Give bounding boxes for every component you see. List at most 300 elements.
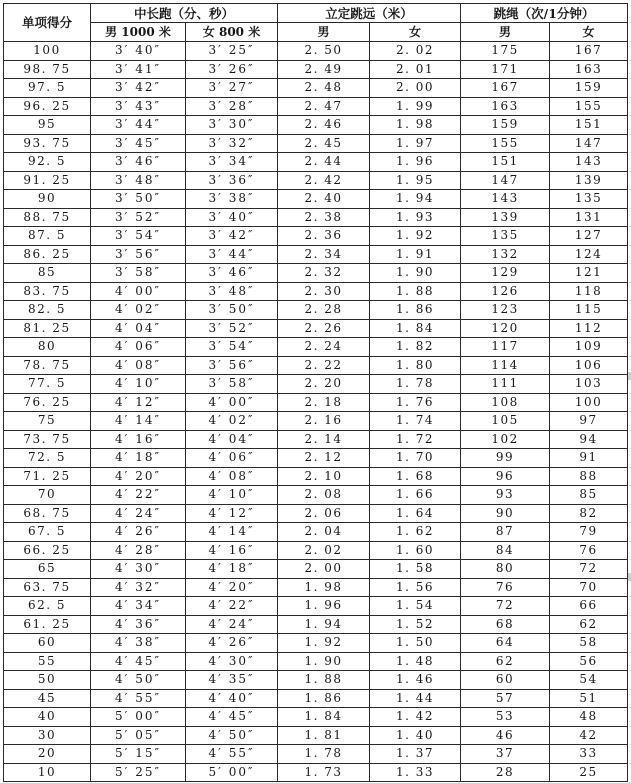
cell-rope-female: 56 (550, 652, 628, 671)
cell-run-male: 5′ 15″ (91, 745, 186, 764)
cell-run-male: 4′ 34″ (91, 597, 186, 616)
cell-score: 82. 5 (4, 301, 91, 320)
table-row (4, 634, 628, 653)
cell-run-female: 4′ 16″ (186, 541, 278, 560)
cell-score: 55 (4, 652, 91, 671)
cell-rope-female: 112 (550, 319, 628, 338)
cell-run-male: 3′ 58″ (91, 264, 186, 283)
cell-run-female: 4′ 14″ (186, 523, 278, 542)
cell-run-female: 3′ 27″ (186, 79, 278, 98)
cell-score: 20 (4, 745, 91, 764)
cell-jump-male: 2. 20 (278, 375, 370, 394)
cell-score: 98. 75 (4, 60, 91, 79)
table-row (4, 319, 628, 338)
table-row (4, 208, 628, 227)
cell-run-male: 3′ 44″ (91, 116, 186, 135)
cell-rope-female: 109 (550, 338, 628, 357)
cell-jump-male: 2. 18 (278, 393, 370, 412)
cell-run-female: 3′ 52″ (186, 319, 278, 338)
cell-run-female: 4′ 18″ (186, 560, 278, 579)
cell-rope-male: 87 (461, 523, 550, 542)
cell-jump-female: 2. 01 (370, 60, 461, 79)
table-row (4, 79, 628, 98)
cell-rope-male: 57 (461, 689, 550, 708)
cell-jump-male: 2. 12 (278, 449, 370, 468)
table-row (4, 763, 628, 782)
cell-jump-female: 1. 98 (370, 116, 461, 135)
cell-run-male: 4′ 22″ (91, 486, 186, 505)
cell-jump-female: 1. 66 (370, 486, 461, 505)
cell-jump-female: 1. 56 (370, 578, 461, 597)
header-run: 中长跑（分、秒） (91, 4, 278, 23)
cell-rope-female: 131 (550, 208, 628, 227)
cell-jump-male: 1. 98 (278, 578, 370, 597)
cell-jump-male: 2. 48 (278, 79, 370, 98)
cell-rope-female: 103 (550, 375, 628, 394)
cell-run-male: 4′ 02″ (91, 301, 186, 320)
cell-rope-male: 143 (461, 190, 550, 209)
cell-jump-male: 1. 78 (278, 745, 370, 764)
cell-run-female: 4′ 35″ (186, 671, 278, 690)
cell-score: 67. 5 (4, 523, 91, 542)
cell-rope-female: 124 (550, 245, 628, 264)
cell-jump-female: 1. 99 (370, 97, 461, 116)
cell-rope-female: 33 (550, 745, 628, 764)
table-row (4, 153, 628, 172)
cell-run-male: 3′ 43″ (91, 97, 186, 116)
cell-rope-female: 72 (550, 560, 628, 579)
cell-run-female: 3′ 25″ (186, 42, 278, 61)
cell-score: 61. 25 (4, 615, 91, 634)
table-row (4, 652, 628, 671)
table-row (4, 430, 628, 449)
cell-run-female: 3′ 26″ (186, 60, 278, 79)
cell-jump-male: 2. 49 (278, 60, 370, 79)
cell-rope-male: 37 (461, 745, 550, 764)
cell-jump-male: 1. 88 (278, 671, 370, 690)
cell-run-female: 3′ 30″ (186, 116, 278, 135)
cell-rope-male: 108 (461, 393, 550, 412)
cell-run-male: 4′ 45″ (91, 652, 186, 671)
cell-run-female: 3′ 32″ (186, 134, 278, 153)
cell-score: 92. 5 (4, 153, 91, 172)
cell-rope-male: 99 (461, 449, 550, 468)
cell-score: 90 (4, 190, 91, 209)
cell-rope-female: 88 (550, 467, 628, 486)
table-row (4, 301, 628, 320)
cell-run-male: 3′ 45″ (91, 134, 186, 153)
cell-jump-female: 1. 58 (370, 560, 461, 579)
cell-run-female: 4′ 12″ (186, 504, 278, 523)
cell-rope-female: 54 (550, 671, 628, 690)
cell-score: 50 (4, 671, 91, 690)
score-table-body (4, 42, 628, 782)
header-jump-female: 女 (370, 23, 461, 42)
cell-score: 81. 25 (4, 319, 91, 338)
cell-jump-female: 1. 97 (370, 134, 461, 153)
table-row (4, 60, 628, 79)
cell-score: 71. 25 (4, 467, 91, 486)
table-row (4, 393, 628, 412)
cell-rope-female: 118 (550, 282, 628, 301)
cell-rope-male: 159 (461, 116, 550, 135)
cell-rope-male: 46 (461, 726, 550, 745)
cell-score: 83. 75 (4, 282, 91, 301)
cell-run-male: 3′ 40″ (91, 42, 186, 61)
table-row (4, 726, 628, 745)
cell-run-female: 4′ 45″ (186, 708, 278, 727)
cell-run-male: 4′ 18″ (91, 449, 186, 468)
cell-run-male: 3′ 50″ (91, 190, 186, 209)
table-row (4, 227, 628, 246)
cell-rope-female: 82 (550, 504, 628, 523)
cell-run-female: 3′ 50″ (186, 301, 278, 320)
cell-rope-female: 139 (550, 171, 628, 190)
header-jump: 立定跳远（米） (278, 4, 461, 23)
table-row (4, 116, 628, 135)
cell-rope-male: 114 (461, 356, 550, 375)
cell-run-female: 5′ 00″ (186, 763, 278, 782)
cell-jump-female: 1. 48 (370, 652, 461, 671)
table-row (4, 356, 628, 375)
cell-jump-female: 1. 76 (370, 393, 461, 412)
table-row (4, 171, 628, 190)
cell-jump-female: 1. 54 (370, 597, 461, 616)
cell-rope-male: 155 (461, 134, 550, 153)
cell-score: 63. 75 (4, 578, 91, 597)
table-row (4, 504, 628, 523)
table-row (4, 449, 628, 468)
cell-run-male: 3′ 41″ (91, 60, 186, 79)
cell-rope-female: 58 (550, 634, 628, 653)
cell-score: 85 (4, 264, 91, 283)
cell-run-male: 3′ 52″ (91, 208, 186, 227)
table-row (4, 523, 628, 542)
table-row (4, 264, 628, 283)
cell-jump-male: 2. 10 (278, 467, 370, 486)
cell-score: 40 (4, 708, 91, 727)
cell-run-male: 4′ 50″ (91, 671, 186, 690)
header-score: 单项得分 (4, 4, 91, 42)
table-row (4, 338, 628, 357)
cell-rope-female: 91 (550, 449, 628, 468)
cell-rope-female: 76 (550, 541, 628, 560)
cell-jump-male: 1. 92 (278, 634, 370, 653)
cell-rope-male: 132 (461, 245, 550, 264)
cell-rope-female: 97 (550, 412, 628, 431)
header-run-female: 女 800 米 (186, 23, 278, 42)
cell-run-male: 4′ 08″ (91, 356, 186, 375)
cell-score: 10 (4, 763, 91, 782)
table-row (4, 745, 628, 764)
cell-jump-male: 2. 28 (278, 301, 370, 320)
cell-rope-female: 94 (550, 430, 628, 449)
cell-jump-male: 2. 44 (278, 153, 370, 172)
cell-jump-male: 2. 16 (278, 412, 370, 431)
cell-run-female: 4′ 30″ (186, 652, 278, 671)
cell-jump-female: 1. 42 (370, 708, 461, 727)
cell-jump-male: 2. 02 (278, 541, 370, 560)
header-run-male: 男 1000 米 (91, 23, 186, 42)
cell-run-female: 4′ 22″ (186, 597, 278, 616)
cell-rope-male: 84 (461, 541, 550, 560)
cell-run-male: 3′ 42″ (91, 79, 186, 98)
cell-jump-female: 1. 96 (370, 153, 461, 172)
cell-rope-female: 155 (550, 97, 628, 116)
cell-rope-male: 129 (461, 264, 550, 283)
cell-run-female: 3′ 36″ (186, 171, 278, 190)
cell-jump-male: 2. 08 (278, 486, 370, 505)
score-standard-table (3, 3, 628, 782)
cell-run-male: 5′ 25″ (91, 763, 186, 782)
cell-run-male: 3′ 54″ (91, 227, 186, 246)
table-row (4, 597, 628, 616)
cell-rope-male: 96 (461, 467, 550, 486)
cell-run-male: 4′ 00″ (91, 282, 186, 301)
cell-rope-female: 115 (550, 301, 628, 320)
cell-run-female: 3′ 44″ (186, 245, 278, 264)
table-row (4, 97, 628, 116)
cell-jump-female: 1. 33 (370, 763, 461, 782)
cell-score: 68. 75 (4, 504, 91, 523)
cell-jump-female: 1. 93 (370, 208, 461, 227)
cell-run-female: 4′ 08″ (186, 467, 278, 486)
table-row (4, 486, 628, 505)
cell-jump-female: 1. 82 (370, 338, 461, 357)
cell-run-male: 3′ 46″ (91, 153, 186, 172)
cell-rope-female: 79 (550, 523, 628, 542)
cell-jump-male: 1. 94 (278, 615, 370, 634)
cell-score: 62. 5 (4, 597, 91, 616)
table-row (4, 245, 628, 264)
cell-score: 100 (4, 42, 91, 61)
table-row (4, 134, 628, 153)
cell-jump-male: 2. 50 (278, 42, 370, 61)
cell-rope-male: 171 (461, 60, 550, 79)
cell-score: 45 (4, 689, 91, 708)
cell-rope-male: 93 (461, 486, 550, 505)
cell-run-female: 3′ 42″ (186, 227, 278, 246)
table-row (4, 615, 628, 634)
cell-run-female: 4′ 26″ (186, 634, 278, 653)
cell-rope-male: 60 (461, 671, 550, 690)
cell-score: 73. 75 (4, 430, 91, 449)
cell-rope-male: 135 (461, 227, 550, 246)
cell-run-male: 4′ 04″ (91, 319, 186, 338)
cell-rope-male: 151 (461, 153, 550, 172)
cell-rope-male: 111 (461, 375, 550, 394)
cell-run-female: 3′ 28″ (186, 97, 278, 116)
cell-score: 76. 25 (4, 393, 91, 412)
cell-rope-male: 102 (461, 430, 550, 449)
cell-jump-male: 1. 81 (278, 726, 370, 745)
cell-rope-female: 143 (550, 153, 628, 172)
cell-run-female: 3′ 56″ (186, 356, 278, 375)
cell-run-male: 4′ 06″ (91, 338, 186, 357)
cell-run-female: 3′ 34″ (186, 153, 278, 172)
cell-score: 86. 25 (4, 245, 91, 264)
cell-run-female: 4′ 04″ (186, 430, 278, 449)
cell-rope-female: 25 (550, 763, 628, 782)
cell-rope-male: 120 (461, 319, 550, 338)
table-row (4, 708, 628, 727)
cell-rope-female: 127 (550, 227, 628, 246)
cell-score: 66. 25 (4, 541, 91, 560)
cell-jump-male: 1. 86 (278, 689, 370, 708)
cell-jump-female: 1. 84 (370, 319, 461, 338)
cell-rope-female: 70 (550, 578, 628, 597)
cell-score: 78. 75 (4, 356, 91, 375)
cell-jump-female: 1. 46 (370, 671, 461, 690)
cell-jump-female: 1. 92 (370, 227, 461, 246)
cell-run-male: 4′ 26″ (91, 523, 186, 542)
cell-score: 60 (4, 634, 91, 653)
cell-run-male: 3′ 56″ (91, 245, 186, 264)
cell-run-male: 4′ 28″ (91, 541, 186, 560)
cell-jump-female: 2. 02 (370, 42, 461, 61)
cell-jump-female: 1. 72 (370, 430, 461, 449)
cell-jump-male: 2. 22 (278, 356, 370, 375)
cell-run-female: 4′ 20″ (186, 578, 278, 597)
cell-run-male: 4′ 30″ (91, 560, 186, 579)
cell-rope-male: 126 (461, 282, 550, 301)
table-row (4, 560, 628, 579)
table-row (4, 282, 628, 301)
cell-rope-male: 76 (461, 578, 550, 597)
cell-jump-female: 1. 44 (370, 689, 461, 708)
cell-rope-male: 53 (461, 708, 550, 727)
cell-score: 93. 75 (4, 134, 91, 153)
cell-rope-male: 163 (461, 97, 550, 116)
cell-rope-female: 121 (550, 264, 628, 283)
cell-jump-male: 1. 84 (278, 708, 370, 727)
cell-run-male: 4′ 16″ (91, 430, 186, 449)
cell-run-female: 3′ 48″ (186, 282, 278, 301)
cell-run-female: 4′ 50″ (186, 726, 278, 745)
cell-rope-male: 123 (461, 301, 550, 320)
cell-jump-female: 1. 74 (370, 412, 461, 431)
cell-rope-female: 66 (550, 597, 628, 616)
table-row (4, 42, 628, 61)
cell-jump-female: 1. 95 (370, 171, 461, 190)
cell-run-female: 4′ 24″ (186, 615, 278, 634)
cell-jump-female: 1. 94 (370, 190, 461, 209)
cell-score: 80 (4, 338, 91, 357)
cell-rope-male: 105 (461, 412, 550, 431)
header-row-main (4, 4, 628, 23)
cell-jump-male: 2. 14 (278, 430, 370, 449)
cell-rope-male: 72 (461, 597, 550, 616)
header-row-sub (4, 23, 628, 42)
cell-rope-male: 167 (461, 79, 550, 98)
cell-rope-male: 68 (461, 615, 550, 634)
cell-rope-male: 28 (461, 763, 550, 782)
cell-rope-female: 167 (550, 42, 628, 61)
cell-rope-female: 151 (550, 116, 628, 135)
cell-jump-male: 2. 42 (278, 171, 370, 190)
table-row (4, 375, 628, 394)
cell-jump-male: 2. 04 (278, 523, 370, 542)
cell-jump-female: 1. 68 (370, 467, 461, 486)
table-row (4, 578, 628, 597)
cell-jump-male: 2. 45 (278, 134, 370, 153)
cell-jump-male: 2. 36 (278, 227, 370, 246)
cell-jump-female: 1. 40 (370, 726, 461, 745)
cell-rope-male: 64 (461, 634, 550, 653)
cell-rope-male: 117 (461, 338, 550, 357)
cell-jump-male: 2. 47 (278, 97, 370, 116)
cell-rope-female: 159 (550, 79, 628, 98)
cell-run-female: 4′ 55″ (186, 745, 278, 764)
cell-rope-female: 100 (550, 393, 628, 412)
cell-jump-female: 1. 86 (370, 301, 461, 320)
cell-jump-male: 2. 24 (278, 338, 370, 357)
cell-jump-female: 2. 00 (370, 79, 461, 98)
cell-jump-male: 2. 40 (278, 190, 370, 209)
cell-rope-female: 62 (550, 615, 628, 634)
cell-rope-female: 51 (550, 689, 628, 708)
cell-jump-female: 1. 70 (370, 449, 461, 468)
cell-jump-male: 2. 26 (278, 319, 370, 338)
cell-jump-female: 1. 91 (370, 245, 461, 264)
table-row (4, 541, 628, 560)
cell-score: 77. 5 (4, 375, 91, 394)
cell-run-male: 4′ 20″ (91, 467, 186, 486)
cell-run-male: 4′ 32″ (91, 578, 186, 597)
cell-jump-female: 1. 64 (370, 504, 461, 523)
cell-jump-female: 1. 78 (370, 375, 461, 394)
cell-jump-male: 2. 46 (278, 116, 370, 135)
table-row (4, 671, 628, 690)
cell-jump-male: 1. 73 (278, 763, 370, 782)
cell-rope-male: 80 (461, 560, 550, 579)
cell-run-female: 4′ 10″ (186, 486, 278, 505)
cell-jump-female: 1. 52 (370, 615, 461, 634)
cell-score: 30 (4, 726, 91, 745)
cell-score: 96. 25 (4, 97, 91, 116)
cell-run-male: 4′ 12″ (91, 393, 186, 412)
cell-run-male: 4′ 24″ (91, 504, 186, 523)
cell-run-female: 3′ 40″ (186, 208, 278, 227)
header-rope-male: 男 (461, 23, 550, 42)
cell-score: 97. 5 (4, 79, 91, 98)
cell-run-female: 3′ 46″ (186, 264, 278, 283)
cell-run-female: 4′ 00″ (186, 393, 278, 412)
cell-score: 72. 5 (4, 449, 91, 468)
cell-jump-female: 1. 62 (370, 523, 461, 542)
cell-run-female: 4′ 06″ (186, 449, 278, 468)
header-rope: 跳绳（次/1分钟） (461, 4, 628, 23)
cell-score: 87. 5 (4, 227, 91, 246)
cell-jump-female: 1. 50 (370, 634, 461, 653)
cell-run-male: 4′ 14″ (91, 412, 186, 431)
cell-jump-female: 1. 37 (370, 745, 461, 764)
cell-jump-male: 1. 90 (278, 652, 370, 671)
table-row (4, 467, 628, 486)
cell-score: 95 (4, 116, 91, 135)
cell-jump-female: 1. 90 (370, 264, 461, 283)
cell-score: 70 (4, 486, 91, 505)
header-jump-male: 男 (278, 23, 370, 42)
table-row (4, 689, 628, 708)
cell-run-female: 4′ 40″ (186, 689, 278, 708)
cell-jump-male: 2. 32 (278, 264, 370, 283)
cell-jump-female: 1. 88 (370, 282, 461, 301)
cell-jump-female: 1. 60 (370, 541, 461, 560)
cell-run-male: 4′ 10″ (91, 375, 186, 394)
table-row (4, 412, 628, 431)
cell-run-female: 3′ 58″ (186, 375, 278, 394)
